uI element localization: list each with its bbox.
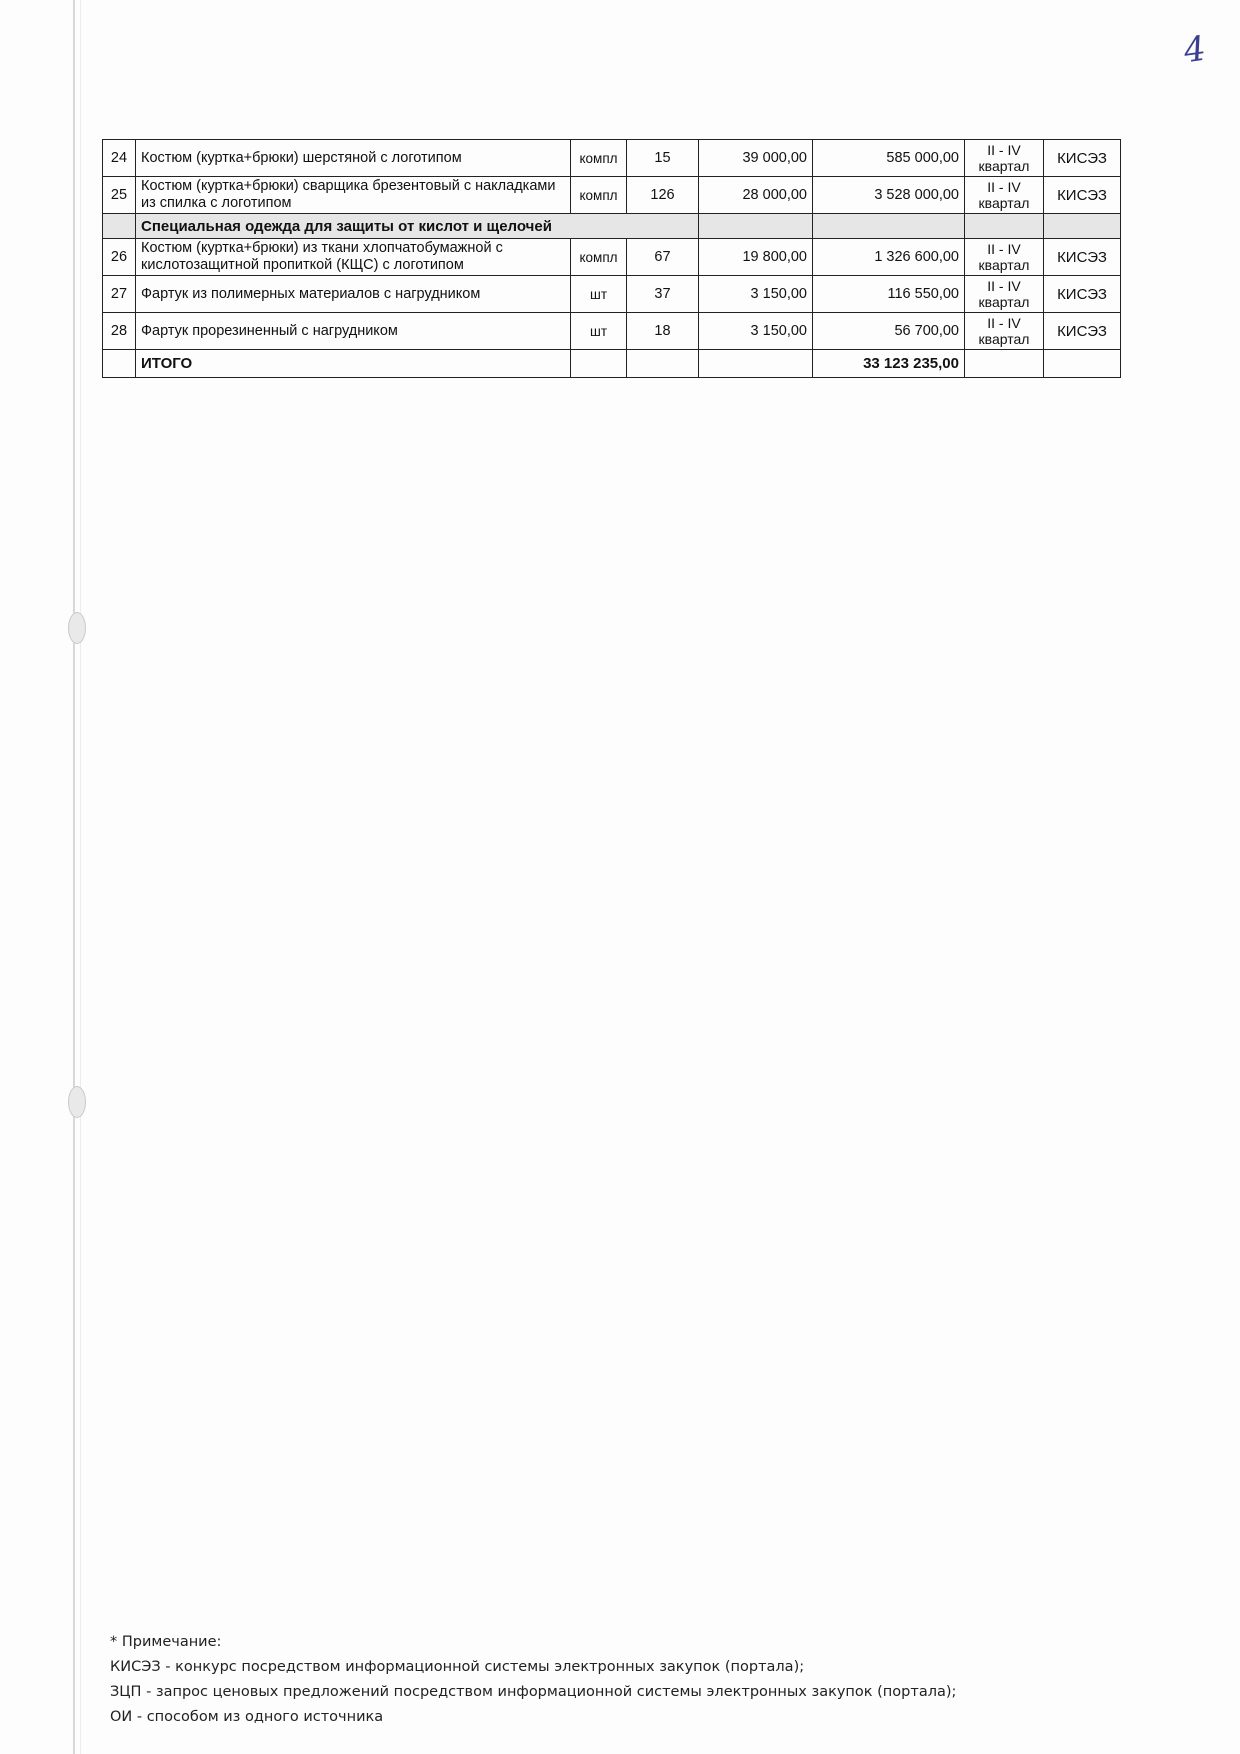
cell-empty — [699, 350, 813, 378]
total-amount-cell: 1 326 600,00 — [813, 239, 965, 276]
unit-price-cell: 39 000,00 — [699, 140, 813, 177]
cell-empty — [1044, 214, 1121, 239]
period-cell: II - IV квартал — [965, 313, 1044, 350]
row-number-cell: 26 — [103, 239, 136, 276]
punch-hole — [68, 612, 86, 644]
procurement-table — [102, 139, 1121, 378]
total-amount-cell: 56 700,00 — [813, 313, 965, 350]
unit-price-cell: 28 000,00 — [699, 177, 813, 214]
scan-edge-line — [80, 0, 81, 1754]
unit-cell: компл — [571, 239, 627, 276]
item-name-cell: Костюм (куртка+брюки) из ткани хлопчатобумажной с кислотозащитной пропиткой (КЩС) с логотипом — [136, 239, 571, 276]
section-header-row — [103, 214, 1121, 239]
method-cell: КИСЭЗ — [1044, 313, 1121, 350]
period-cell: II - IV квартал — [965, 177, 1044, 214]
unit-cell: шт — [571, 276, 627, 313]
unit-price-cell: 3 150,00 — [699, 276, 813, 313]
unit-cell: компл — [571, 140, 627, 177]
row-number-cell: 24 — [103, 140, 136, 177]
period-cell: II - IV квартал — [965, 140, 1044, 177]
scan-edge-line — [73, 0, 75, 1754]
punch-hole — [68, 1086, 86, 1118]
unit-price-cell: 19 800,00 — [699, 239, 813, 276]
total-label-cell: ИТОГО — [136, 350, 571, 378]
table-row — [103, 313, 1121, 350]
item-name-cell: Фартук из полимерных материалов с нагрудником — [136, 276, 571, 313]
quantity-cell: 18 — [627, 313, 699, 350]
item-name-cell: Костюм (куртка+брюки) шерстяной с логотипом — [136, 140, 571, 177]
method-cell: КИСЭЗ — [1044, 276, 1121, 313]
footnote-line: ОИ - способом из одного источника — [110, 1709, 384, 1725]
quantity-cell: 15 — [627, 140, 699, 177]
total-amount-cell: 116 550,00 — [813, 276, 965, 313]
cell-empty — [571, 350, 627, 378]
row-number-cell: 28 — [103, 313, 136, 350]
quantity-cell: 37 — [627, 276, 699, 313]
method-cell: КИСЭЗ — [1044, 239, 1121, 276]
item-name-cell: Костюм (куртка+брюки) сварщика брезентовый с накладками из спилка с логотипом — [136, 177, 571, 214]
method-cell: КИСЭЗ — [1044, 140, 1121, 177]
total-row — [103, 350, 1121, 378]
row-number-cell: 27 — [103, 276, 136, 313]
footnote-title: * Примечание: — [110, 1634, 222, 1650]
period-cell: II - IV квартал — [965, 276, 1044, 313]
section-title-cell: Специальная одежда для защиты от кислот и щелочей — [136, 214, 699, 239]
footnote-block — [110, 1630, 956, 1730]
method-cell: КИСЭЗ — [1044, 177, 1121, 214]
period-cell: II - IV квартал — [965, 239, 1044, 276]
total-amount-cell: 3 528 000,00 — [813, 177, 965, 214]
unit-price-cell: 3 150,00 — [699, 313, 813, 350]
item-name-cell: Фартук прорезиненный с нагрудником — [136, 313, 571, 350]
table-row — [103, 177, 1121, 214]
cell-empty — [965, 214, 1044, 239]
quantity-cell: 126 — [627, 177, 699, 214]
table-row — [103, 140, 1121, 177]
total-sum-cell: 33 123 235,00 — [813, 350, 965, 378]
table-row — [103, 239, 1121, 276]
table-row — [103, 276, 1121, 313]
total-amount-cell: 585 000,00 — [813, 140, 965, 177]
row-number-cell: 25 — [103, 177, 136, 214]
cell-empty — [965, 350, 1044, 378]
cell-empty — [699, 214, 813, 239]
handwritten-page-number: 4 — [1181, 28, 1209, 72]
footnote-line: КИСЭЗ - конкурс посредством информационной системы электронных закупок (портала); — [110, 1659, 805, 1675]
unit-cell: компл — [571, 177, 627, 214]
unit-cell: шт — [571, 313, 627, 350]
cell-empty — [627, 350, 699, 378]
cell-num — [103, 350, 136, 378]
footnote-line: ЗЦП - запрос ценовых предложений посредством информационной системы электронных закупок (портала); — [110, 1684, 957, 1700]
cell-empty — [1044, 350, 1121, 378]
cell-empty — [813, 214, 965, 239]
quantity-cell: 67 — [627, 239, 699, 276]
cell-num — [103, 214, 136, 239]
